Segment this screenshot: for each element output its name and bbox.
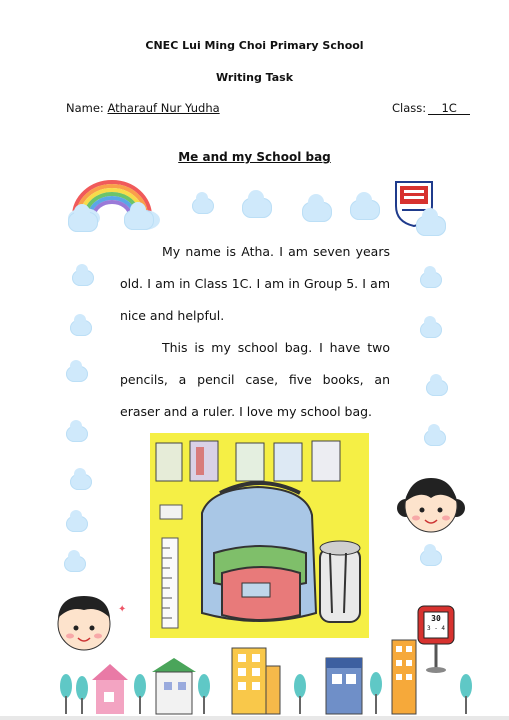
class-value: 1C xyxy=(428,102,470,115)
cloud-decoration xyxy=(424,430,446,446)
cloud-decoration xyxy=(64,556,86,572)
task-title: Writing Task xyxy=(215,71,294,84)
student-name: Atharauf Nur Yudha xyxy=(107,101,220,115)
paragraph-2: This is my school bag. I have two pencils, a pencil case, five books, an eraser and a ruler. I love my school bag. xyxy=(120,340,390,419)
building-orange-icon xyxy=(392,640,416,714)
eraser-icon xyxy=(160,505,182,519)
ruler-icon xyxy=(162,538,178,628)
building-blue-icon xyxy=(326,658,362,714)
cloud-decoration xyxy=(66,426,88,442)
cloud-decoration xyxy=(420,550,442,566)
cloud-decoration xyxy=(66,516,88,532)
clock-date-text: 3 - 4 xyxy=(426,625,446,632)
school-bag-drawing xyxy=(150,433,369,638)
cloud-decoration xyxy=(192,198,214,214)
cloud-decoration xyxy=(420,272,442,288)
class-label: Class: xyxy=(392,101,427,115)
cloud-decoration xyxy=(302,202,332,222)
clock-date-number: 30 xyxy=(431,614,441,623)
girl-face-icon xyxy=(392,468,470,538)
essay-title xyxy=(0,150,509,164)
drawing-canvas xyxy=(150,433,369,638)
cloud-decoration xyxy=(416,216,446,236)
cloud-decoration xyxy=(68,212,98,232)
school-name: CNEC Lui Ming Choi Primary School xyxy=(145,39,364,52)
cloud-decoration xyxy=(426,380,448,396)
cloud-decoration xyxy=(350,200,380,220)
cloud-decoration xyxy=(242,198,272,218)
house-pink-icon xyxy=(92,664,128,714)
cloud-decoration xyxy=(124,210,154,230)
essay-title-text: Me and my School bag xyxy=(178,150,331,164)
svg-text:✦: ✦ xyxy=(118,604,127,615)
paragraph-1: My name is Atha. I am seven years old. I am in Class 1C. I am in Group 5. I am nice and helpful. xyxy=(120,244,390,323)
cloud-decoration xyxy=(70,474,92,490)
cloud-decoration xyxy=(72,270,94,286)
school-bag-icon xyxy=(202,483,316,621)
name-row xyxy=(66,101,220,115)
class-row xyxy=(392,101,470,115)
building-yellow-icon xyxy=(232,648,280,714)
books-icon xyxy=(156,441,340,481)
cloud-decoration xyxy=(420,322,442,338)
house-green-icon xyxy=(152,658,196,714)
pencil-case-icon xyxy=(320,541,360,622)
name-label: Name: xyxy=(66,101,104,115)
town-scenery xyxy=(0,636,509,720)
cloud-decoration xyxy=(70,320,92,336)
cloud-decoration xyxy=(66,366,88,382)
